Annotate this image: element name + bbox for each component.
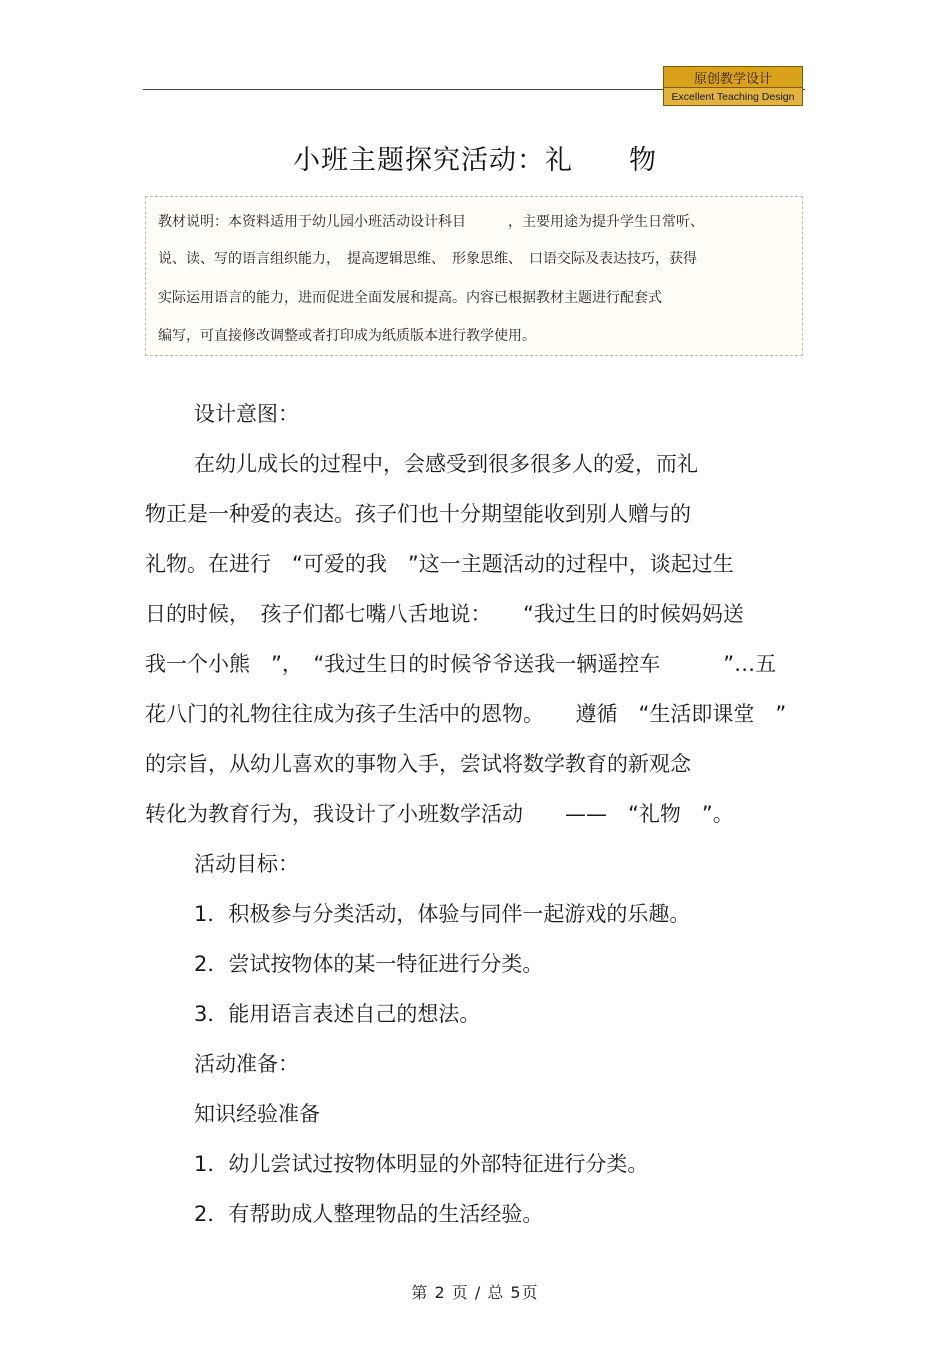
section-heading-goals: 活动目标： xyxy=(194,852,299,876)
paragraph-line: 礼物。在进行 “可爱的我 ”这一主题活动的过程中，谈起过生 xyxy=(145,552,734,576)
note-line: 实际运用语言的能力，进而促进全面发展和提高。内容已根据教材主题进行配套式 xyxy=(158,290,662,306)
paragraph-line: 的宗旨，从幼儿喜欢的事物入手，尝试将数学教育的新观念 xyxy=(145,752,691,776)
badge-title: 原创教学设计 xyxy=(663,66,803,88)
header-badge xyxy=(663,66,803,106)
note-line: 编写，可直接修改调整或者打印成为纸质版本进行教学使用。 xyxy=(158,328,536,344)
page-number: 第 2 页 / 总 5页 xyxy=(411,1283,539,1302)
list-item: 2．尝试按物体的某一特征进行分类。 xyxy=(194,952,544,976)
list-item: 1．积极参与分类活动，体验与同伴一起游戏的乐趣。 xyxy=(194,902,691,926)
section-heading-design-intent: 设计意图： xyxy=(194,402,299,426)
badge-subtitle: Excellent Teaching Design xyxy=(663,88,803,106)
material-note-box xyxy=(145,196,803,356)
note-line: 说、读、写的语言组织能力， 提高逻辑思维、 形象思维、 口语交际及表达技巧，获得 xyxy=(158,251,697,267)
paragraph-line: 物正是一种爱的表达。孩子们也十分期望能收到别人赠与的 xyxy=(145,502,691,526)
paragraph-line: 在幼儿成长的过程中，会感受到很多很多人的爱，而礼 xyxy=(194,452,698,476)
note-line: 教材说明：本资料适用于幼儿园小班活动设计科目 ，主要用途为提升学生日常听、 xyxy=(158,214,704,230)
list-item: 1．幼儿尝试过按物体明显的外部特征进行分类。 xyxy=(194,1152,649,1176)
paragraph-line: 转化为教育行为，我设计了小班数学活动 —— “礼物 ”。 xyxy=(145,802,734,826)
paragraph-line: 花八门的礼物往往成为孩子生活中的恩物。 遵循 “生活即课堂 ” xyxy=(145,702,787,726)
section-heading-preparation: 活动准备： xyxy=(194,1052,299,1076)
paragraph-line: 我一个小熊 ”， “我过生日的时候爷爷送我一辆遥控车 ”…五 xyxy=(145,652,777,676)
list-item: 2．有帮助成人整理物品的生活经验。 xyxy=(194,1202,544,1226)
paragraph-line: 日的时候， 孩子们都七嘴八舌地说： “我过生日的时候妈妈送 xyxy=(145,602,744,626)
subheading-knowledge: 知识经验准备 xyxy=(194,1102,320,1126)
document-title: 小班主题探究活动：礼 物 xyxy=(293,145,657,176)
list-item: 3．能用语言表述自己的想法。 xyxy=(194,1002,481,1026)
